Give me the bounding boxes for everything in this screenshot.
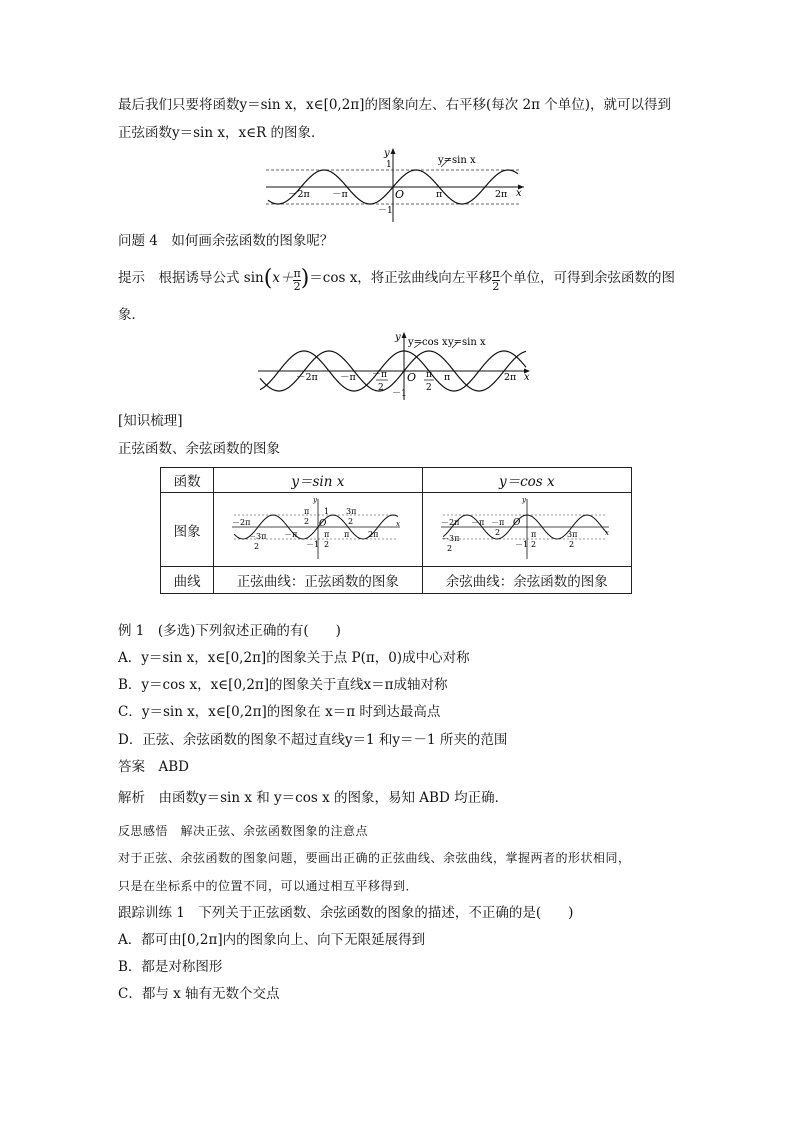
hint-fraction: $\frac{\pi}{2}$ <box>293 267 301 293</box>
svg-text:2: 2 <box>347 516 353 526</box>
svg-text:－2π: －2π <box>440 517 460 527</box>
svg-text:－π: －π <box>372 370 387 380</box>
svg-text:π: π <box>426 370 432 380</box>
graph1-tick-label: －1 <box>378 206 393 216</box>
graph2-y-label: y <box>395 332 401 343</box>
example-1-option-c: C．y＝sin x，x∈[0,2π]的图象在 x＝π 时到达最高点 <box>118 704 441 720</box>
svg-text:π: π <box>343 529 350 539</box>
svg-text:－3π: －3π <box>247 531 267 541</box>
graph2-tick-label: －π <box>340 372 356 383</box>
answer-value: ABD <box>158 759 189 775</box>
svg-text:π: π <box>323 529 330 539</box>
knowledge-subheading: 正弦函数、余弦函数的图象 <box>118 441 280 457</box>
example-1-analysis <box>118 789 508 807</box>
sine-cosine-graph <box>256 330 536 402</box>
svg-text:O: O <box>318 518 327 529</box>
hint-paren-x: x＋ <box>272 270 294 286</box>
table-header-sine: y＝sin x <box>214 468 422 493</box>
table-sine-image-cell <box>214 493 422 567</box>
question-text: 如何画余弦函数的图象呢？ <box>171 233 334 249</box>
svg-text:O: O <box>512 517 521 528</box>
svg-text:2: 2 <box>530 539 536 549</box>
graph2-tick-label: O <box>407 371 417 384</box>
table-cosine-image-cell <box>422 493 631 567</box>
hint-text-after-1: ＝cos x，将正弦曲线向左平移 <box>309 270 493 286</box>
svg-text:－1: －1 <box>305 539 319 549</box>
graph1-tick-label: π <box>436 189 443 200</box>
svg-text:－π: －π <box>283 529 298 539</box>
practice-1-option-a: A．都可由[0,2π]内的图象向上、向下无限延展得到 <box>118 932 426 948</box>
graph1-y-label: y <box>384 148 390 159</box>
hint-label: 提示 <box>118 270 145 286</box>
graph1-tick-label: O <box>395 188 405 201</box>
svg-text:－3π: －3π <box>440 533 460 543</box>
svg-text:2: 2 <box>378 383 384 393</box>
svg-text:2: 2 <box>303 516 309 526</box>
table-row-curve-label: 曲线 <box>161 567 214 594</box>
reflection-line-1: 对于正弦、余弦函数的图象问题，要画出正确的正弦曲线、余弦曲线，掌握两者的形状相同， <box>118 851 631 865</box>
svg-text:－π: －π <box>470 517 485 527</box>
example-1-option-d: D．正弦、余弦函数的图象不超过直线y＝1 和y＝－1 所夹的范围 <box>118 732 508 748</box>
graph1-tick-label: 2π <box>495 189 508 200</box>
svg-text:x: x <box>395 519 400 528</box>
example-1-title: 例 1 (多选)下列叙述正确的有( ) <box>118 623 341 639</box>
graph2-tick-label: π <box>444 372 451 383</box>
graph2-tick-label: －1 <box>392 389 407 399</box>
practice-1-option-c: C．都与 x 轴有无数个交点 <box>118 986 280 1002</box>
reflection-line-2: 只是在坐标系中的位置不同，可以通过相互平移得到． <box>118 879 419 893</box>
graph1-x-label: x <box>516 188 522 199</box>
knowledge-table <box>160 467 632 594</box>
hint-line-1: 提示 根据诱导公式 sin(x＋ $\frac{\pi}{2}$ )＝cos x，将正弦曲线向左平移 $\frac{\pi}{2}$ 个单位，可得到余弦函数的图 <box>118 266 676 293</box>
graph2-tick-label: 2π <box>504 372 517 383</box>
svg-text:π: π <box>303 506 310 516</box>
graph2-sin-label: y=sin x <box>448 337 486 348</box>
practice-1-title: 跟踪训练 1 下列关于正弦函数、余弦函数的图象的描述，不正确的是( ) <box>118 905 574 921</box>
svg-text:2: 2 <box>323 539 329 549</box>
question-4 <box>118 232 333 250</box>
table-header-function: 函数 <box>161 468 214 493</box>
example-1-answer <box>118 758 189 776</box>
svg-text:1: 1 <box>323 506 329 516</box>
graph1-tick-label: －2π <box>288 189 310 200</box>
example-1-option-b: B．y＝cos x，x∈[0,2π]的图象关于直线x＝π成轴对称 <box>118 677 448 693</box>
hint-line-2: 象． <box>118 307 145 323</box>
mini-cosine-graph <box>427 495 627 561</box>
mini-sine-graph <box>218 495 418 561</box>
svg-text:－π: －π <box>490 517 505 527</box>
answer-label: 答案 <box>118 759 145 775</box>
table-sine-curve-desc: 正弦曲线：正弦函数的图象 <box>214 567 422 594</box>
graph1-tick-label: 1 <box>386 160 392 170</box>
hint-fraction-2: $\frac{\pi}{2}$ <box>492 267 500 293</box>
analysis-text: 由函数y＝sin x 和 y＝cos x 的图象，易知 ABD 均正确． <box>158 790 509 806</box>
graph2-tick-label: －2π <box>296 372 318 383</box>
graph2-cos-label: y=cos x <box>408 337 448 348</box>
svg-text:x: x <box>604 528 609 537</box>
svg-text:－1: －1 <box>514 539 528 549</box>
svg-text:3π: 3π <box>566 529 578 539</box>
svg-text:y: y <box>521 495 526 504</box>
graph2-x-label: x <box>524 372 530 383</box>
svg-text:2: 2 <box>568 539 574 549</box>
knowledge-heading: [知识梳理] <box>118 413 183 429</box>
table-row-image-label: 图象 <box>161 493 214 567</box>
svg-text:2π: 2π <box>367 529 379 539</box>
graph1-curve-label: y=sin x <box>438 155 476 166</box>
svg-text:π: π <box>530 529 537 539</box>
graph1-tick-label: －π <box>332 189 348 200</box>
svg-text:3π: 3π <box>345 506 357 516</box>
hint-text-before: 根据诱导公式 sin <box>158 270 264 286</box>
table-cosine-curve-desc: 余弦曲线：余弦函数的图象 <box>422 567 631 594</box>
graph2-half-pi <box>424 370 434 393</box>
question-label: 问题 4 <box>118 233 158 249</box>
svg-text:2: 2 <box>446 543 452 553</box>
svg-text:2: 2 <box>426 383 432 393</box>
practice-1-option-b: B．都是对称图形 <box>118 959 223 975</box>
sine-graph <box>262 146 532 224</box>
svg-text:2: 2 <box>494 527 500 537</box>
svg-text:y: y <box>312 495 317 504</box>
hint-text-after-2: 个单位，可得到余弦函数的图 <box>499 270 676 286</box>
svg-text:2: 2 <box>253 541 259 551</box>
svg-text:－2π: －2π <box>231 517 251 527</box>
example-1-option-a: A．y＝sin x，x∈[0,2π]的图象关于点 P(π，0)成中心对称 <box>118 650 470 666</box>
paragraph-line-1: 最后我们只要将函数y＝sin x，x∈[0,2π]的图象向左、右平移(每次 2π 个单位)，就可以得到 <box>118 97 672 113</box>
table-header-cosine: y＝cos x <box>422 468 631 493</box>
paragraph-line-2: 正弦函数y＝sin x，x∈R 的图象． <box>118 125 325 141</box>
analysis-label: 解析 <box>118 790 145 806</box>
reflection-title: 反思感悟 解决正弦、余弦函数图象的注意点 <box>118 824 369 838</box>
